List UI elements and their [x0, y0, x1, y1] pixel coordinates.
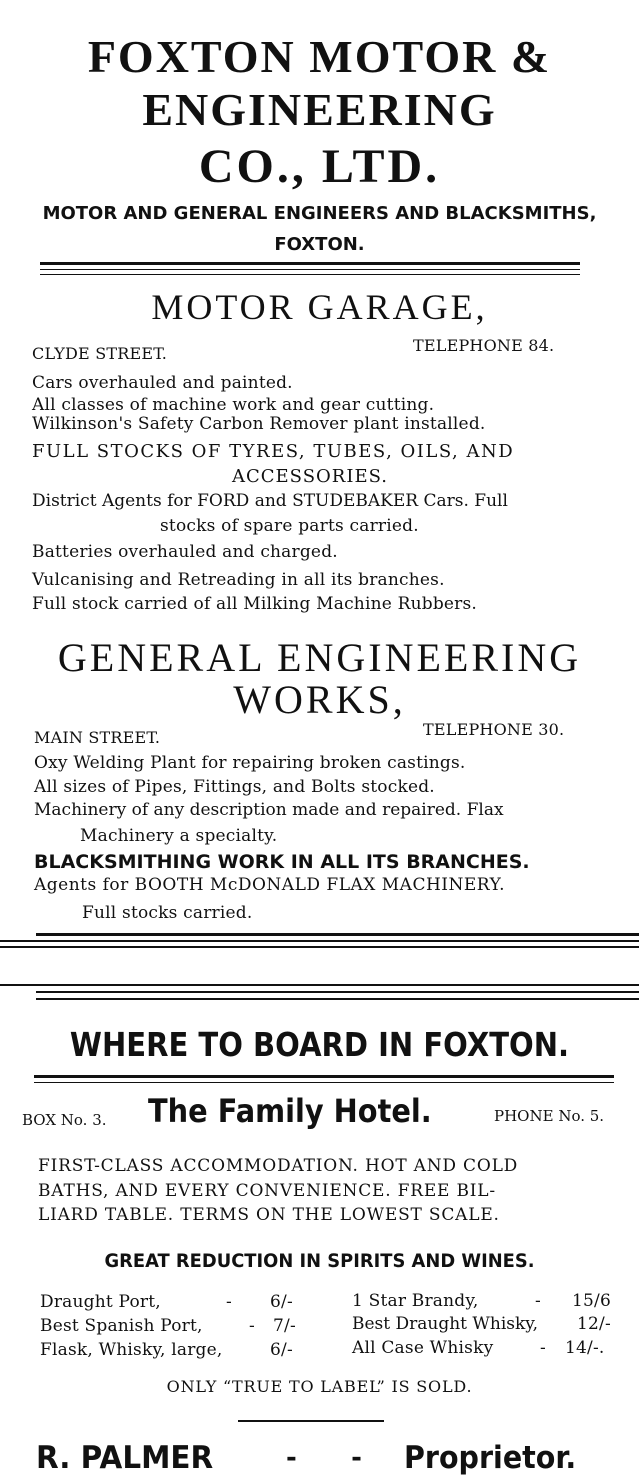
works-heading-line-1: GENERAL ENGINEERING	[57, 635, 582, 680]
garage-heading: MOTOR GARAGE,	[151, 287, 488, 327]
hotel-description-line: LIARD TABLE. TERMS ON THE LOWEST SCALE.	[38, 1205, 500, 1225]
hotel-name: The Family Hotel.	[148, 1092, 432, 1130]
divider	[36, 991, 639, 993]
hotel-description-line: FIRST-CLASS ACCOMMODATION. HOT AND COLD	[38, 1156, 519, 1176]
proprietor-name: R. PALMER	[36, 1440, 214, 1476]
works-heading-line-2: WORKS,	[233, 677, 406, 722]
garage-line: Batteries overhauled and charged.	[32, 542, 338, 562]
garage-line: stocks of spare parts carried.	[160, 516, 419, 536]
divider	[40, 274, 580, 275]
works-phone: TELEPHONE 30.	[423, 720, 565, 739]
price-value: 12/-	[577, 1314, 611, 1334]
garage-line: District Agents for FORD and STUDEBAKER Cars. Full	[32, 491, 508, 511]
company-subtitle-line-2: FOXTON.	[274, 234, 365, 255]
price-item: All Case Whisky	[352, 1338, 494, 1358]
reduction-heading: GREAT REDUCTION IN SPIRITS AND WINES.	[104, 1250, 535, 1272]
works-line: Machinery of any description made and repaired. Flax	[34, 800, 504, 820]
price-item: Flask, Whisky, large,	[40, 1340, 223, 1360]
works-line: Agents for BOOTH McDONALD FLAX MACHINERY.	[34, 875, 505, 895]
garage-line: FULL STOCKS OF TYRES, TUBES, OILS, AND	[32, 441, 515, 462]
board-heading: WHERE TO BOARD IN FOXTON.	[69, 1025, 570, 1064]
divider	[36, 933, 639, 936]
garage-line: Vulcanising and Retreading in all its branches.	[32, 570, 445, 590]
price-dash: -	[249, 1316, 255, 1336]
divider	[34, 1082, 614, 1083]
hotel-phone: PHONE No. 5.	[494, 1107, 605, 1125]
divider	[40, 269, 580, 270]
garage-line: Full stock carried of all Milking Machine Rubbers.	[32, 594, 478, 614]
garage-line: All classes of machine work and gear cutting.	[32, 395, 435, 415]
price-dash: -	[535, 1291, 541, 1311]
price-item: Best Spanish Port,	[40, 1316, 203, 1336]
garage-street: CLYDE STREET.	[32, 344, 168, 363]
divider	[36, 998, 639, 1000]
company-title-line-1: FOXTON MOTOR &	[87, 31, 552, 82]
works-line: Oxy Welding Plant for repairing broken castings.	[34, 753, 466, 773]
true-to-label-note: ONLY “TRUE TO LABEL” IS SOLD.	[166, 1377, 473, 1396]
price-value: 6/-	[270, 1292, 293, 1312]
hotel-description-line: BATHS, AND EVERY CONVENIENCE. FREE BIL-	[38, 1181, 496, 1201]
price-item: Draught Port,	[40, 1292, 161, 1312]
company-subtitle-line-1: MOTOR AND GENERAL ENGINEERS AND BLACKSMITHS,	[42, 203, 597, 224]
garage-line: Wilkinson's Safety Carbon Remover plant installed.	[32, 414, 486, 434]
divider	[238, 1420, 384, 1422]
divider	[0, 984, 639, 986]
garage-line: Cars overhauled and painted.	[32, 373, 293, 393]
divider	[40, 262, 580, 265]
price-dash: -	[540, 1338, 546, 1358]
price-item: Best Draught Whisky,	[352, 1314, 539, 1334]
price-item: 1 Star Brandy,	[352, 1291, 479, 1311]
works-line: BLACKSMITHING WORK IN ALL ITS BRANCHES.	[34, 851, 530, 873]
works-line: Machinery a specialty.	[80, 826, 278, 846]
divider	[34, 1075, 614, 1078]
works-street: MAIN STREET.	[34, 728, 161, 747]
garage-phone: TELEPHONE 84.	[413, 336, 555, 355]
box-number: BOX No. 3.	[22, 1111, 107, 1129]
price-value: 6/-	[270, 1340, 293, 1360]
price-dash: -	[226, 1292, 232, 1312]
works-line: All sizes of Pipes, Fittings, and Bolts stocked.	[34, 777, 435, 797]
price-value: 15/6	[572, 1291, 611, 1311]
proprietor-role: Proprietor.	[404, 1440, 577, 1476]
divider	[0, 946, 639, 948]
company-title-line-3: CO., LTD.	[198, 140, 441, 193]
proprietor-dashes: - -	[286, 1443, 362, 1473]
works-line: Full stocks carried.	[82, 903, 253, 923]
price-value: 14/-.	[565, 1338, 605, 1358]
price-value: 7/-	[273, 1316, 296, 1336]
company-title-line-2: ENGINEERING	[142, 84, 497, 135]
garage-line: ACCESSORIES.	[232, 466, 388, 487]
divider	[0, 940, 639, 942]
